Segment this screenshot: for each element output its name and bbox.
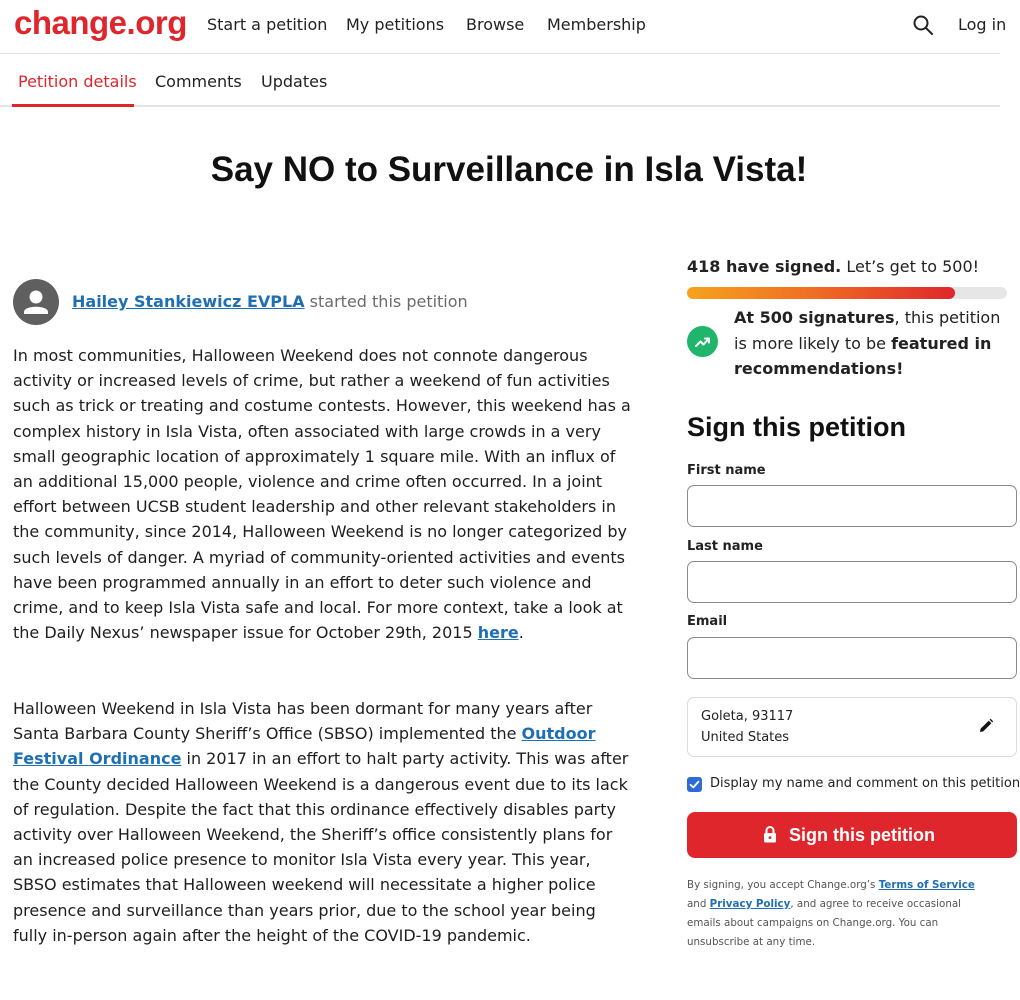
first-name-label: First name bbox=[687, 463, 766, 478]
disclaimer-and: and bbox=[687, 898, 710, 910]
display-name-checkbox-label[interactable]: Display my name and comment on this petition bbox=[710, 776, 1020, 791]
signed-count-text: 418 have signed. bbox=[687, 257, 842, 276]
paragraph-2-end: in 2017 in an effort to halt party activity. This was after the County decided Halloween Weekend is a dangerous event due to its lack of regulation. Despite the fact that this ordinance effectively disables party activity over Halloween Weekend, the Sheriff’s office consistently plans for an increased police presence to monitor Isla Vista every year. This year, SBSO estimates that Halloween weekend will necessitate a higher police presence and surveillance than years prior, due to the school year being fully in-person again after the height of the COVID-19 pandemic. bbox=[13, 749, 629, 945]
change-org-logo[interactable]: change.org bbox=[14, 4, 187, 41]
here-link[interactable]: here bbox=[477, 623, 519, 643]
location-city-zip: Goleta, 93117 bbox=[701, 709, 794, 724]
first-name-field[interactable] bbox=[687, 485, 1017, 527]
person-icon bbox=[13, 279, 59, 325]
milestone-target: At 500 signatures bbox=[734, 308, 895, 327]
petition-paragraph-2 bbox=[13, 696, 633, 948]
pencil-icon[interactable] bbox=[978, 718, 994, 734]
email-label: Email bbox=[687, 614, 728, 629]
petition-title: Say NO to Surveillance in Isla Vista! bbox=[210, 150, 808, 189]
nav-browse[interactable]: Browse bbox=[466, 15, 525, 34]
avatar bbox=[13, 279, 59, 325]
email-field[interactable] bbox=[687, 637, 1017, 679]
sign-form-heading: Sign this petition bbox=[687, 412, 906, 442]
checkmark-icon bbox=[687, 777, 702, 792]
tab-comments[interactable]: Comments bbox=[155, 72, 242, 91]
signature-count bbox=[687, 257, 979, 276]
top-navigation bbox=[0, 0, 1007, 54]
milestone-message bbox=[734, 305, 1014, 382]
last-name-field[interactable] bbox=[687, 561, 1017, 603]
paragraph-2-start: Halloween Weekend in Isla Vista has been dormant for many years after Santa Barbara County Sheriff’s Office (SBSO) implemented the bbox=[13, 699, 593, 744]
lock-icon bbox=[763, 825, 777, 843]
sign-petition-button[interactable] bbox=[687, 812, 1017, 858]
privacy-policy-link[interactable]: Privacy Policy bbox=[709, 898, 791, 910]
display-name-checkbox[interactable] bbox=[687, 777, 702, 792]
location-box[interactable] bbox=[687, 697, 1017, 757]
paragraph-1-end: . bbox=[518, 623, 524, 643]
author-line bbox=[72, 292, 468, 311]
petition-tabs bbox=[0, 55, 1000, 107]
progress-fill bbox=[687, 287, 955, 299]
tab-petition-details[interactable]: Petition details bbox=[18, 72, 137, 91]
disclaimer-start: By signing, you accept Change.org’s bbox=[687, 879, 879, 891]
signature-progress-bar bbox=[687, 287, 1007, 299]
trending-up-icon bbox=[687, 326, 718, 357]
goal-text: Let’s get to 500! bbox=[841, 257, 980, 276]
milestone-featured: featured in recommendations! bbox=[734, 333, 992, 378]
login-link[interactable]: Log in bbox=[958, 15, 1007, 34]
location-country: United States bbox=[701, 730, 790, 745]
search-icon[interactable] bbox=[912, 14, 934, 36]
author-name-link[interactable]: Hailey Stankiewicz EVPLA bbox=[72, 292, 305, 311]
paragraph-1-text: In most communities, Halloween Weekend does not connote dangerous activity or increased levels of crime, but rather a weekend of fun activities such as trick or treating and costume contests. However, this weekend has a complex history in Isla Vista, often associated with large crowds in a very small geographic location of approximately 1 square mile. With an influx of an additional 15,000 people, violence and crime often occurred. In a joint effort between UCSB student leadership and other relevant stakeholders in the community, since 2014, Halloween Weekend is no longer categorized by such levels of danger. A myriad of community-oriented activities and events have been programmed annually in an effort to deter such violence and crime, and to keep Isla Vista safe and local. For more context, take a look at the Daily Nexus’ newspaper issue for October 29th, 2015 bbox=[13, 346, 631, 643]
nav-membership[interactable]: Membership bbox=[547, 15, 646, 34]
trending-badge bbox=[687, 326, 718, 357]
nav-start-petition[interactable]: Start a petition bbox=[207, 15, 328, 34]
sign-petition-button-label: Sign this petition bbox=[789, 825, 935, 845]
active-tab-indicator bbox=[12, 104, 134, 107]
disclaimer-end: , and agree to receive occasional emails about campaigns on Change.org. You can unsubscribe at any time. bbox=[687, 898, 962, 948]
tab-updates[interactable]: Updates bbox=[261, 72, 328, 91]
milestone-text: , this petition is more likely to be bbox=[734, 308, 1001, 353]
terms-of-service-link[interactable]: Terms of Service bbox=[878, 879, 975, 891]
signing-disclaimer bbox=[687, 876, 997, 952]
nav-my-petitions[interactable]: My petitions bbox=[346, 15, 445, 34]
last-name-label: Last name bbox=[687, 539, 763, 554]
petition-paragraph-1 bbox=[13, 343, 633, 645]
author-suffix: started this petition bbox=[304, 292, 468, 311]
outdoor-festival-ordinance-link[interactable]: Outdoor Festival Ordinance bbox=[13, 724, 596, 769]
